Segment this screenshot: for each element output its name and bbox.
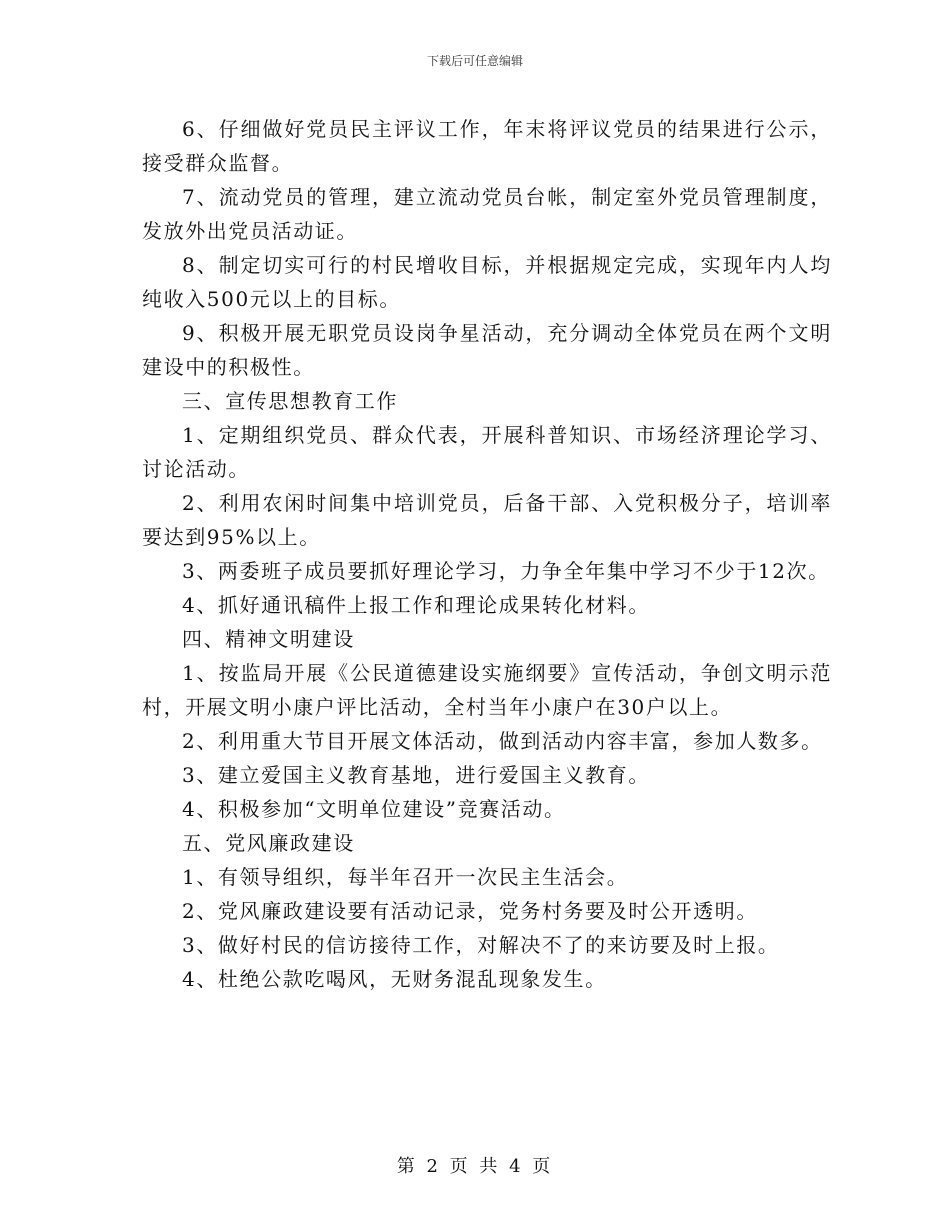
- page-header-note: 下载后可任意编辑: [426, 54, 523, 68]
- paragraph-item: 7、流动党员的管理，建立流动党员台帐，制定室外党员管理制度，发放外出党员活动证。: [142, 185, 832, 243]
- paragraph-item: 8、制定切实可行的村民增收目标，并根据规定完成，实现年内人均纯收入500元以上的目标。: [142, 253, 832, 311]
- section-heading: 三、宣传思想教育工作: [182, 389, 398, 413]
- section-heading: 四、精神文明建设: [182, 627, 355, 651]
- document-body: [142, 112, 832, 996]
- paragraph-item: 3、做好村民的信访接待工作，对解决不了的来访要及时上报。: [182, 933, 780, 957]
- paragraph-item: 1、有领导组织，每半年召开一次民主生活会。: [182, 865, 629, 889]
- paragraph-item: 9、积极开展无职党员设岗争星活动，充分调动全体党员在两个文明建设中的积极性。: [142, 321, 832, 379]
- paragraph-item: 4、抓好通讯稿件上报工作和理论成果转化材料。: [182, 593, 650, 617]
- paragraph-item: 4、杜绝公款吃喝风，无财务混乱现象发生。: [182, 967, 607, 991]
- section-heading: 五、党风廉政建设: [182, 831, 355, 855]
- paragraph-item: 3、两委班子成员要抓好理论学习，力争全年集中学习不少于12次。: [182, 559, 830, 583]
- paragraph-item: 3、建立爱国主义教育基地，进行爱国主义教育。: [182, 763, 650, 787]
- paragraph-item: 1、定期组织党员、群众代表，开展科普知识、市场经济理论学习、讨论活动。: [142, 423, 832, 481]
- paragraph-item: 2、利用重大节目开展文体活动，做到活动内容丰富，参加人数多。: [182, 729, 823, 753]
- paragraph-item: 1、按监局开展《公民道德建设实施纲要》宣传活动，争创文明示范村，开展文明小康户评比活动，全村当年小康户在30户以上。: [142, 661, 832, 719]
- paragraph-item: 6、仔细做好党员民主评议工作，年末将评议党员的结果进行公示，接受群众监督。: [142, 117, 832, 175]
- page-number-footer: 第 2 页 共 4 页: [396, 1156, 554, 1177]
- paragraph-item: 4、积极参加“文明单位建设”竞赛活动。: [182, 797, 566, 821]
- paragraph-item: 2、党风廉政建设要有活动记录，党务村务要及时公开透明。: [182, 899, 758, 923]
- paragraph-item: 2、利用农闲时间集中培训党员，后备干部、入党积极分子，培训率要达到95%以上。: [142, 491, 832, 549]
